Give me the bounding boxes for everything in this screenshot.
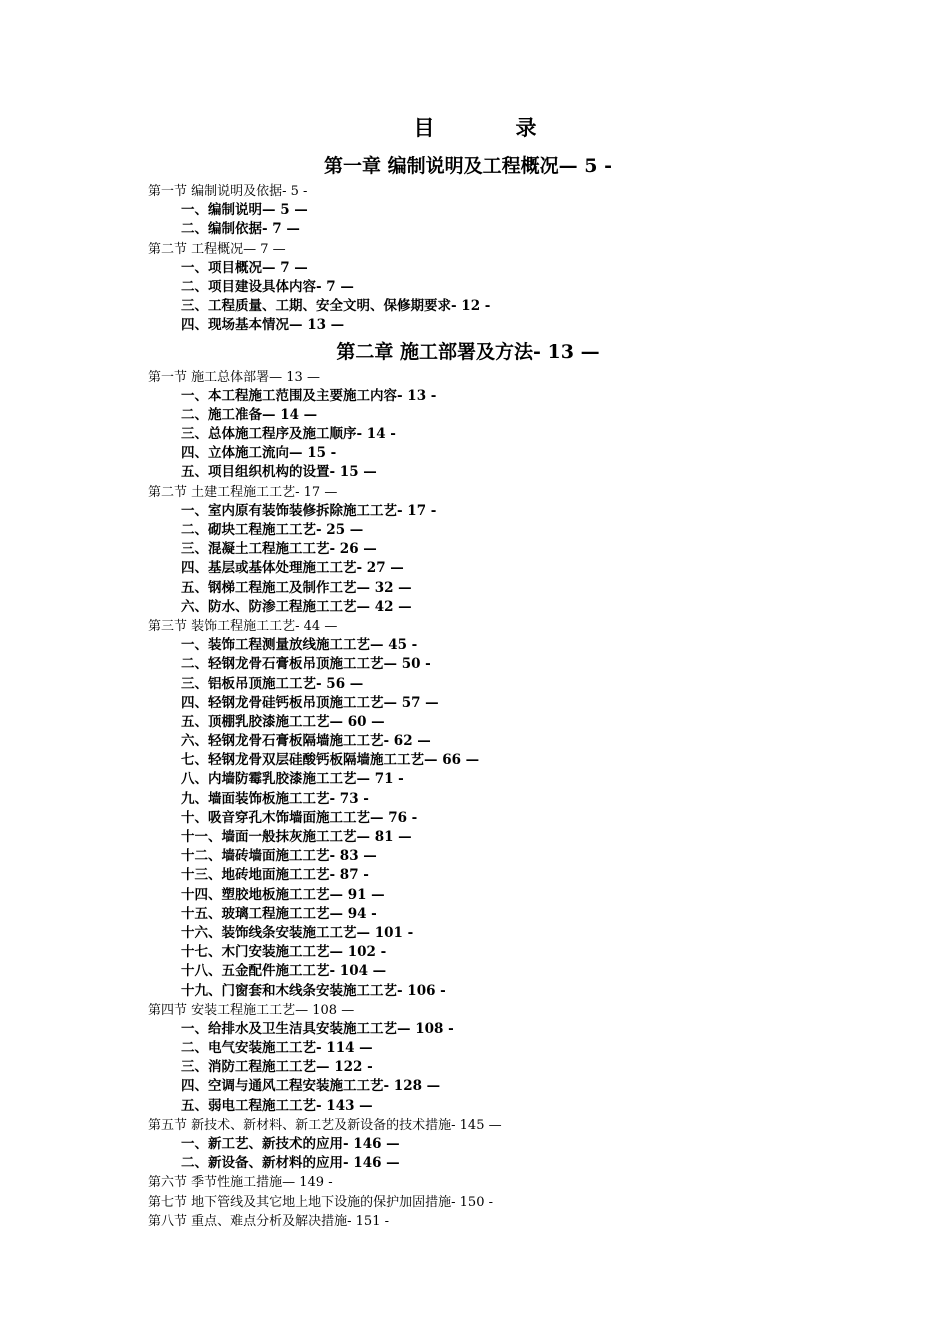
toc-item-entry[interactable]: 一、本工程施工范围及主要施工内容- 13 - (181, 387, 437, 404)
toc-section-entry[interactable]: 第八节 重点、难点分析及解决措施- 151 - (148, 1213, 389, 1229)
toc-item-entry[interactable]: 十四、塑胶地板施工工艺— 91 — (181, 886, 385, 903)
toc-item-entry[interactable]: 五、项目组织机构的设置- 15 — (181, 464, 377, 481)
toc-item-entry[interactable]: 一、编制说明— 5 — (181, 202, 308, 219)
toc-section-entry[interactable]: 第六节 季节性施工措施— 149 - (148, 1175, 333, 1191)
toc-section-entry[interactable]: 第一节 编制说明及依据- 5 - (148, 184, 308, 199)
toc-item-entry[interactable]: 一、新工艺、新技术的应用- 146 — (181, 1136, 400, 1152)
toc-item-entry[interactable]: 四、轻钢龙骨硅钙板吊顶施工工艺— 57 — (181, 694, 439, 711)
toc-item-entry[interactable]: 二、轻钢龙骨石膏板吊顶施工工艺— 50 - (181, 656, 431, 673)
toc-item-entry[interactable]: 六、防水、防渗工程施工工艺— 42 — (181, 598, 412, 615)
toc-item-entry[interactable]: 一、装饰工程测量放线施工工艺— 45 - (181, 637, 418, 654)
toc-item-entry[interactable]: 一、给排水及卫生洁具安装施工工艺— 108 - (181, 1020, 454, 1037)
toc-item-entry[interactable]: 六、轻钢龙骨石膏板隔墙施工工艺- 62 — (181, 733, 431, 750)
toc-item-entry[interactable]: 二、新设备、新材料的应用- 146 — (181, 1155, 400, 1172)
toc-item-entry[interactable]: 十五、玻璃工程施工工艺— 94 - (181, 905, 377, 922)
toc-item-entry[interactable]: 七、轻钢龙骨双层硅酸钙板隔墙施工工艺— 66 — (181, 752, 480, 769)
toc-item-entry[interactable]: 十三、地砖地面施工工艺- 87 - (181, 867, 369, 884)
toc-chapter-entry[interactable]: 第二章 施工部署及方法- 13 — (336, 340, 600, 363)
toc-section-entry[interactable]: 第二节 工程概况— 7 — (148, 241, 286, 257)
toc-item-entry[interactable]: 三、铝板吊顶施工工艺- 56 — (181, 675, 364, 692)
toc-item-entry[interactable]: 四、立体施工流向— 15 - (181, 445, 337, 462)
toc-item-entry[interactable]: 一、室内原有装饰装修拆除施工工艺- 17 - (181, 502, 437, 519)
toc-section-entry[interactable]: 第三节 装饰工程施工工艺- 44 — (148, 618, 338, 634)
toc-item-entry[interactable]: 二、施工准备— 14 — (181, 406, 318, 423)
toc-item-entry[interactable]: 二、编制依据- 7 — (181, 221, 300, 238)
toc-item-entry[interactable]: 十六、装饰线条安装施工工艺— 101 - (181, 924, 414, 941)
toc-item-entry[interactable]: 二、电气安装施工工艺- 114 — (181, 1040, 373, 1057)
toc-item-entry[interactable]: 三、总体施工程序及施工顺序- 14 - (181, 426, 396, 443)
toc-item-entry[interactable]: 九、墙面装饰板施工工艺- 73 - (181, 790, 369, 807)
toc-item-entry[interactable]: 三、混凝土工程施工工艺- 26 — (181, 541, 377, 558)
toc-section-entry[interactable]: 第五节 新技术、新材料、新工艺及新设备的技术措施- 145 — (148, 1117, 502, 1133)
toc-item-entry[interactable]: 五、弱电工程施工工艺- 143 — (181, 1097, 373, 1114)
toc-item-entry[interactable]: 四、现场基本情况— 13 — (181, 317, 345, 334)
toc-item-entry[interactable]: 十七、木门安装施工工艺— 102 - (181, 944, 387, 961)
toc-item-entry[interactable]: 十九、门窗套和木线条安装施工工艺- 106 - (181, 982, 446, 999)
toc-section-entry[interactable]: 第七节 地下管线及其它地上地下设施的保护加固措施- 150 - (148, 1194, 493, 1210)
toc-item-entry[interactable]: 四、基层或基体处理施工工艺- 27 — (181, 560, 404, 577)
toc-item-entry[interactable]: 十一、墙面一般抹灰施工工艺— 81 — (181, 829, 412, 845)
toc-section-entry[interactable]: 第四节 安装工程施工工艺— 108 — (148, 1002, 355, 1018)
toc-item-entry[interactable]: 二、砌块工程施工工艺- 25 — (181, 522, 364, 538)
toc-item-entry[interactable]: 十、吸音穿孔木饰墙面施工工艺— 76 - (181, 809, 418, 826)
toc-item-entry[interactable]: 一、项目概况— 7 — (181, 259, 308, 276)
toc-item-entry[interactable]: 三、工程质量、工期、安全文明、保修期要求- 12 - (181, 298, 491, 315)
toc-item-entry[interactable]: 三、消防工程施工工艺— 122 - (181, 1059, 373, 1076)
toc-list (148, 150, 848, 1231)
toc-item-entry[interactable]: 五、钢梯工程施工及制作工艺— 32 — (181, 579, 412, 596)
toc-item-entry[interactable]: 十二、墙砖墙面施工工艺- 83 — (181, 848, 377, 865)
toc-title: 目 录 (413, 115, 567, 140)
toc-item-entry[interactable]: 四、空调与通风工程安装施工工艺- 128 — (181, 1078, 441, 1095)
toc-item-entry[interactable]: 十八、五金配件施工工艺- 104 — (181, 963, 387, 980)
toc-section-entry[interactable]: 第一节 施工总体部署— 13 — (148, 369, 320, 385)
toc-section-entry[interactable]: 第二节 土建工程施工工艺- 17 — (148, 484, 338, 500)
toc-item-entry[interactable]: 八、内墙防霉乳胶漆施工工艺— 71 - (181, 771, 404, 788)
toc-item-entry[interactable]: 五、顶棚乳胶漆施工工艺— 60 — (181, 713, 385, 730)
toc-item-entry[interactable]: 二、项目建设具体内容- 7 — (181, 278, 354, 295)
toc-chapter-entry[interactable]: 第一章 编制说明及工程概况— 5 - (324, 155, 612, 177)
